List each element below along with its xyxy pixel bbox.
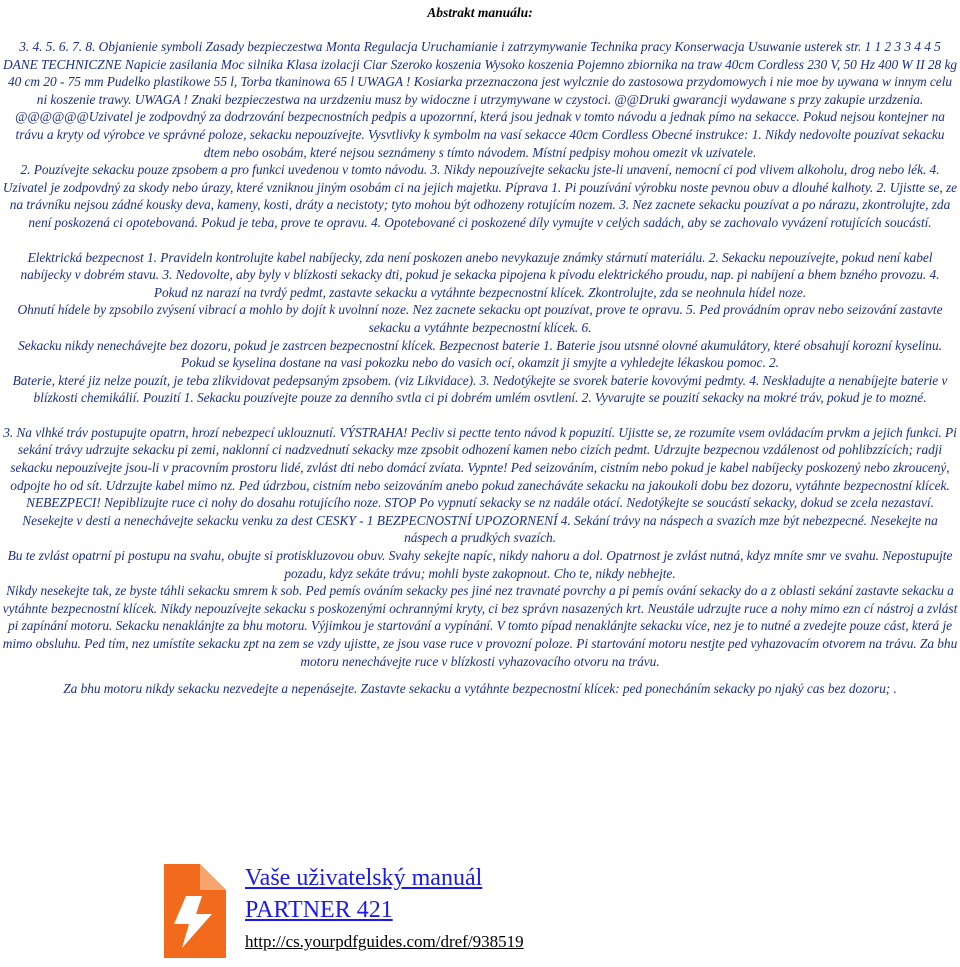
manual-link[interactable]: Vaše uživatelský manuál bbox=[245, 865, 483, 891]
paragraph: 3. Na vlhké tráv postupujte opatrn, hrozí nebezpecí uklouznutí. VÝSTRAHA! Pecliv si pectte tento návod k popuzití. Ujistte se, ze rozumíte vsem ovládacím prvkm a jejich funkci. Pi sekání trávy udrzujte sekacku pi zemi, naklonní ci nadzvednutí sekacky mze zpsobit odhození kamen nebo cizích pedmt. Udrzujte bezpecnou vzdálenost od pohlibzzících; radji sekacku nepouzívejte jsou-li v pracovním prostoru lidé, zvlást dti nebo domácí zvíata. Vypnte! Ped seizováním, cistním nebo pokud je kabel nabíjecky poskozený nebo zkroucený, odpojte ho od sít. Udrzujte kabel mimo nz. Ped údrzbou, cistním nebo seizováním anebo pokud zanecháváte sekacku na jakoukoli dobu bez dozoru, vytáhnte bezpecnostní klícek. NEBEZPECI! Nepiblizujte ruce ci nohy do dosahu rotujícího noze. STOP Po vypnutí sekacky se nz nadále otácí. Nedotýkejte se soucástí sekacky, dokud se zcela nezastaví. Nesekejte v desti a nenechávejte sekacku venku za dest CESKY - 1 BEZPECNOSTNÍ UPOZORNENÍ 4. Sekání trávy na náspech a svazích mze být nebezpecné. Nesekejte na náspech a prudkých svazích. bbox=[3, 424, 957, 546]
paragraph: Elektrická bezpecnost 1. Pravideln kontrolujte kabel nabíjecky, zda není poskozen anebo nevykazuje známky stárnutí materiálu. 2. Sekacku nepouzívejte, pokud není kabel nabíjecky v dobrém stavu. 3. Nedovolte, aby byly v blízkosti sekacky dti, pokud je sekacka pipojena k pívodu elektrického proudu, nap. pi nabíjení a bhem bzného provozu. 4. Pokud nz narazí na tvrdý pedmt, zastavte sekacku a vytáhnte bezpecnostní klícek. Zkontrolujte, zda se neohnula hídel noze. bbox=[20, 249, 940, 300]
footer-links bbox=[245, 862, 524, 954]
paragraph: Za bhu motoru nikdy sekacku nezvedejte a nepenásejte. Zastavte sekacku a vytáhnte bezpecnostní klícek: ped ponecháním sekacky po njaký cas bez dozoru; . bbox=[63, 681, 897, 697]
document-body bbox=[2, 38, 958, 698]
paragraph: Baterie, které jiz nelze pouzít, je teba zlikvidovat pedepsaným zpsobem. (viz Likvidace). 3. Nedotýkejte se svorek baterie kovovými pedmty. 4. Neskladujte a nenabíjejte baterie v blízkosti chemikálií. Pouzití 1. Sekacku pouzívejte pouze za denního svtla ci pi dobrém umlém osvtlení. 2. Vyvarujte se pouzití sekacky na mokré tráv, pokud je to mozné. bbox=[12, 372, 948, 406]
footer bbox=[156, 862, 656, 962]
paragraph: Bu te zvlást opatrní pi postupu na svahu, obujte si protiskluzovou obuv. Svahy sekejte napíc, nikdy nahoru a dol. Opatrnost je zvlást nutná, kdyz mníte smr ve svahu. Nepostupujte pozadu, kdyz sekáte trávu; mohli byste zakopnout. Cho te, nikdy nebhejte. bbox=[7, 548, 953, 581]
paragraph: Uzivatel je zodpovdný za skody nebo úrazy, které vzniknou jiným osobám ci na jejich majetku. Píprava 1. Pi pouzívání výrobku noste pevnou obuv a dlouhé kalhoty. 2. Ujistte se, ze na trávníku nejsou zádné kousky deva, kameny, kosti, dráty a necistoty; tyto mohou být odhozeny rotujícím nozem. 3. Nez zacnete sekacku pouzívat a po nárazu, zkontrolujte, zda není poskozená ci opotebovaná. Pokud je teba, prove te opravu. 4. Opotebované ci poskozené díly vymujte v celých sadách, aby se zachovalo vyvázení rotujících soucástí. bbox=[2, 179, 958, 230]
paragraph: @@@@@@Uzivatel je zodpovdný za dodrzování bezpecnostních pedpis a upozornní, která jsou jednak v tomto návodu a jednak pímo na sekacce. Pokud nejsou kontejner na trávu a kryty od výrobce ve správné poloze, sekacku nepouzívejte. Vysvtlivky k symbolm na vasí sekacce 40cm Cordless Obecné instrukce: 1. Nikdy nedovolte pouzívat sekacku dtem nebo osobám, které nejsou seznámeny s tímto návodem. Místní pedpisy mohou omezit vk uzivatele. bbox=[15, 109, 945, 160]
spacer bbox=[2, 407, 958, 424]
spacer bbox=[2, 670, 958, 680]
product-link[interactable]: PARTNER 421 bbox=[245, 897, 393, 923]
paragraph: Ohnutí hídele by zpsobilo zvýsení vibrací a mohlo by dojít k uvolnní noze. Nez zacnete sekacku opt pouzívat, prove te opravu. 5. Ped provádním oprav nebo seizování zastavte sekacku a vytáhnte bezpecnostní klícek. 6. bbox=[17, 302, 943, 335]
paragraph: 2. Pouzívejte sekacku pouze zpsobem a pro funkci uvedenou v tomto návodu. 3. Nikdy nepouzívejte sekacku jste-li unavení, nemocní ci pod vlivem alkoholu, drog nebo lék. 4. bbox=[20, 162, 940, 178]
url-link[interactable]: http://cs.yourpdfguides.com/dref/938519 bbox=[245, 932, 524, 951]
paragraph: 3. 4. 5. 6. 7. 8. Objanienie symboli Zasady bezpieczestwa Monta Regulacja Uruchamianie i zatrzymywanie Technika pracy Konserwacja Usuwanie usterek str. 1 1 2 3 3 4 4 5 DANE TECHNICZNE Napicie zasilania Moc silnika Klasa izolacji Ciar Szeroko koszenia Wysoko koszenia Pojemno zbiornika na traw 40cm Cordless 230 V, 50 Hz 400 W II 28 kg 40 cm 20 - 75 mm Pudelko plastikowe 55 l, Torba tkaninowa 65 l UWAGA ! Kosiarka przeznaczona jest wylcznie do zastosowa przydomowych i nie moe by uywana w innym celu ni koszenie trawy. UWAGA ! Znaki bezpieczestwa na urzdzeniu musz by widoczne i utrzymywane w czystoci. @@Druki gwarancji wydawane s przy zakupie urzdzenia. bbox=[2, 39, 958, 107]
paragraph: Sekacku nikdy nenechávejte bez dozoru, pokud je zastrcen bezpecnostní klícek. Bezpecnost baterie 1. Baterie jsou utsnné olovné akumulátory, které obsahují korozní kyselinu. Pokud se kyselina dostane na vasi pokozku nebo do vasich ocí, okamzit ji smyjte a vyhledejte lékaskou pomoc. 2. bbox=[18, 337, 942, 371]
paragraph: Nikdy nesekejte tak, ze byste táhli sekacku smrem k sob. Ped pemís ováním sekacky pes jiné nez travnaté povrchy a pi pemís ování sekacky do a z oblasti sekání zastavte sekacku a vytáhnte bezpecnostní klícek. Nikdy nepouzívejte sekacku s poskozenými ochrannými kryty, ci bez správn nasazených krt. Neustále udrzujte ruce a nohy mimo ezn cí nástroj a zvlást pi zapínání motoru. Sekacku nenaklánjte za bhu motoru. Výjimkou je startování a vypínání. V tomto pípad nenaklánjte sekacku více, nez je to nutné a zvedejte pouze cást, která je mimo obsluhu. Ped tím, nez umístíte sekacku zpt na zem se vzdy ujistte, ze jsou vase ruce v provozní poloze. Pi startování motoru nestjte ped vyhazovacím otvorem na trávu. Za bhu motoru nenechávejte ruce v blízkosti vyhazovacího otvoru na trávu. bbox=[2, 583, 958, 669]
spacer bbox=[2, 232, 958, 249]
abstract-title: Abstrakt manuálu: bbox=[427, 5, 533, 20]
yourpdfguides-logo-icon bbox=[156, 862, 228, 960]
